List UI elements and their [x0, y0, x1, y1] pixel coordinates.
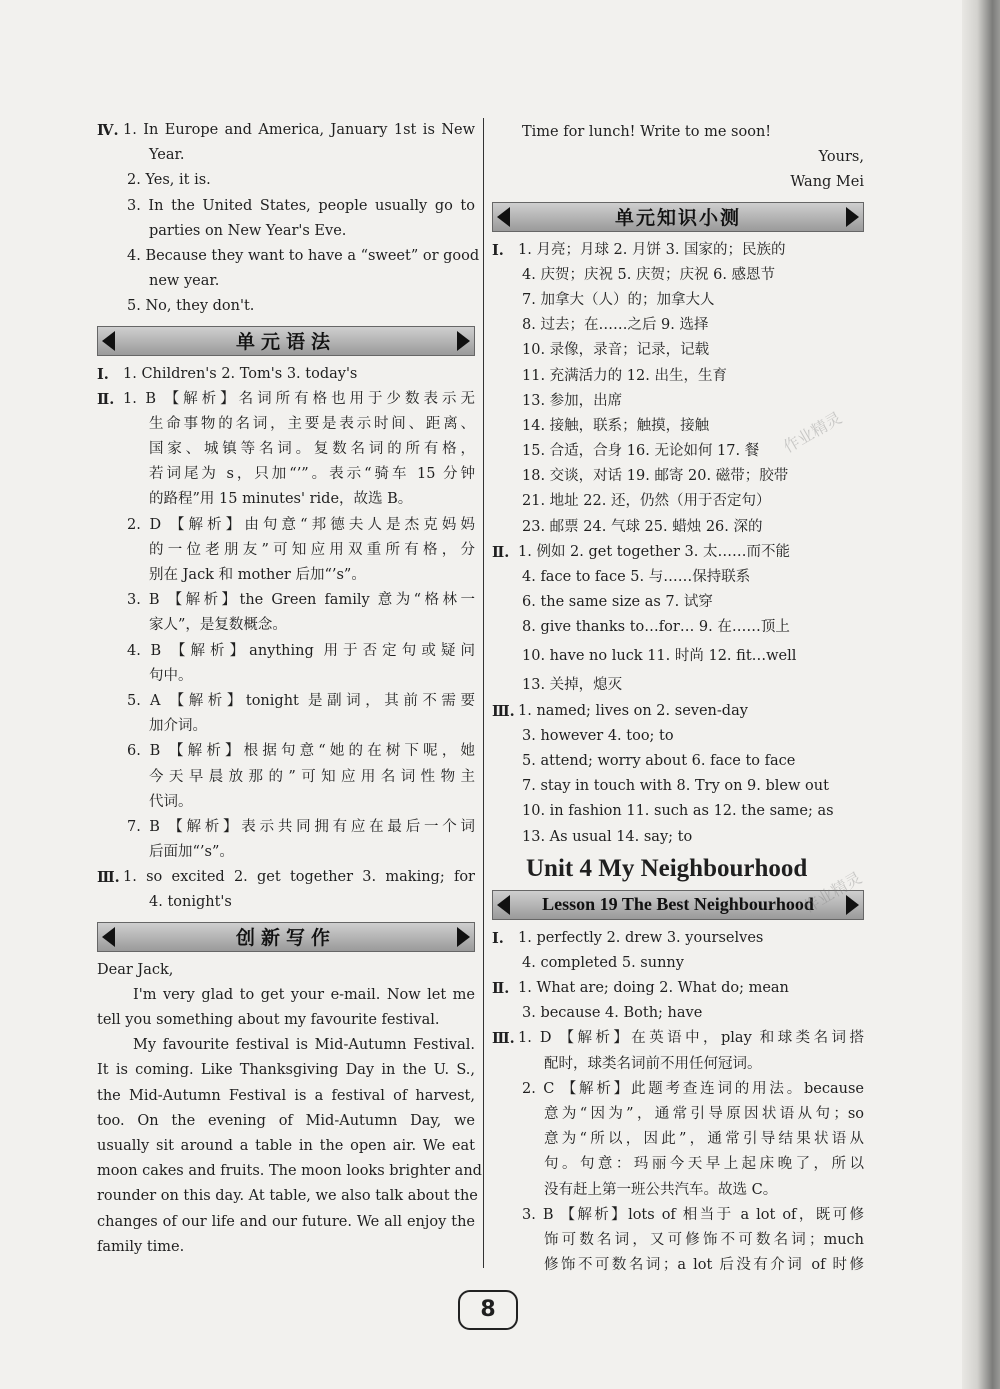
arrow-right-icon [457, 927, 470, 947]
text-line: 4. B 【解析】anything 用于否定句或疑问 [127, 642, 475, 659]
text-line: 没有赶上第一班公共汽车。故选 C。 [544, 1181, 778, 1198]
section-banner-test [492, 202, 864, 232]
text-line: 句中。 [149, 667, 193, 684]
text-line: 家人”，是复数概念。 [149, 617, 287, 634]
text-line: 3. because 4. Both; have [522, 1005, 703, 1022]
arrow-left-icon [497, 895, 510, 915]
watermark: 作业精灵 [780, 408, 845, 457]
text-line: 4. completed 5. sunny [522, 954, 684, 971]
section-label: Ⅰ. [492, 241, 504, 259]
text-line: 4. 庆贺；庆祝 5. 庆贺；庆祝 6. 感恩节 [522, 266, 776, 283]
text-line: 3. B 【解析】the Green family 意为“格林一 [127, 592, 475, 609]
text-line: 5. attend; worry about 6. face to face [522, 752, 796, 769]
letter-ending [492, 120, 864, 196]
right-column [492, 120, 864, 1278]
arrow-left-icon [102, 331, 115, 351]
arrow-right-icon [846, 207, 859, 227]
grammar-section [97, 362, 475, 916]
column-divider [483, 118, 484, 1268]
arrow-left-icon [102, 927, 115, 947]
text-line: Yours, [818, 149, 864, 166]
text-line: 10. in fashion 11. such as 12. the same; as [522, 803, 834, 820]
text-line: moon cakes and fruits. The moon looks brighter and [97, 1163, 482, 1180]
text-line: 8. give thanks to…for… 9. 在……顶上 [522, 619, 790, 636]
text-line: changes of our life and our future. We all enjoy the [97, 1213, 475, 1230]
page-edge-shadow [962, 0, 1000, 1389]
text-line: too. On the evening of Mid-Autumn Day, we [97, 1112, 475, 1129]
text-line: 1. 月亮；月球 2. 月饼 3. 国家的；民族的 [518, 241, 786, 258]
text-line: 修饰不可数名词；a lot 后没有介词 of 时修 [544, 1257, 864, 1274]
section-label: Ⅱ. [492, 543, 510, 561]
text-line: 21. 地址 22. 还，仍然（用于否定句） [522, 493, 771, 510]
text-line: family time. [97, 1238, 185, 1255]
text-line: 14. 接触，联系；触摸，接触 [522, 417, 710, 434]
text-line: 15. 合适，合身 16. 无论如何 17. 餐 [522, 443, 760, 460]
text-line: 8. 过去；在……之后 9. 选择 [522, 317, 709, 334]
text-line: 10. have no luck 11. 时尚 12. fit…well [522, 647, 797, 664]
text-line: 7. 加拿大（人）的；加拿大人 [522, 291, 715, 308]
text-line: Dear Jack, [97, 961, 174, 978]
section-label: Ⅲ. [492, 702, 515, 720]
text-line: 1. so excited 2. get together 3. making; for [123, 869, 475, 886]
page-number: 8 [458, 1290, 518, 1330]
text-line: Time for lunch! Write to me soon! [522, 124, 772, 140]
text-line: 10. 录像，录音；记录，记载 [522, 342, 710, 359]
text-line: I'm very glad to get your e-mail. Now let me [133, 986, 475, 1003]
text-line: 23. 邮票 24. 气球 25. 蜡烛 26. 深的 [522, 518, 763, 535]
text-line: 国家、城镇等名词。复数名词的所有格， [149, 441, 475, 458]
text-line: 的路程”用 15 minutes' ride，故选 B。 [149, 491, 413, 508]
text-line: new year. [149, 273, 220, 290]
text-line: 1. perfectly 2. drew 3. yourselves [518, 929, 764, 946]
text-line: 1. What are; doing 2. What do; mean [518, 980, 789, 997]
text-line: It is coming. Like Thanksgiving Day in the U. S., [97, 1062, 475, 1079]
text-line: rounder on this day. At table, we also talk about the [97, 1188, 478, 1205]
text-line: 的一位老朋友”可知应用双重所有格，分 [149, 541, 475, 558]
lesson-section [492, 926, 864, 1279]
text-line: 1. D 【解析】在英语中，play 和球类名词搭 [518, 1030, 864, 1047]
section-label: Ⅳ. [97, 122, 119, 139]
text-line: 6. the same size as 7. 试穿 [522, 594, 713, 611]
section-label: Ⅱ. [492, 980, 510, 998]
text-line: 后面加“’s”。 [149, 844, 234, 861]
text-line: the Mid-Autumn Festival is a festival of harvest, [97, 1087, 475, 1104]
text-line: 7. B 【解析】表示共同拥有应在最后一个词 [127, 818, 475, 835]
arrow-left-icon [497, 207, 510, 227]
section-banner-grammar [97, 326, 475, 356]
text-line: 5. No, they don't. [127, 298, 255, 315]
text-line: usually sit around a table in the open air. We eat [97, 1137, 475, 1154]
text-line: 1. B 【解析】名词所有格也用于少数表示无 [123, 390, 475, 407]
section-label: Ⅱ. [97, 390, 115, 408]
section-banner-writing [97, 922, 475, 952]
text-line: 1. 例如 2. get together 3. 太……而不能 [518, 543, 790, 560]
text-line: 2. C 【解析】此题考查连词的用法。because [522, 1080, 864, 1097]
text-line: 4. Because they want to have a “sweet” or good [127, 247, 480, 264]
text-line: 18. 交谈，对话 19. 邮寄 20. 磁带；胶带 [522, 468, 789, 485]
text-line: 4. tonight's [149, 894, 232, 911]
text-line: 2. D 【解析】由句意“邦德夫人是杰克妈妈 [127, 516, 475, 533]
text-line: 若词尾为 s，只加“’”。表示“骑车 15 分钟 [149, 466, 475, 483]
text-line: 6. B 【解析】根据句意“她的在树下呢，她 [127, 743, 475, 760]
unit-title: Unit 4 My Neighbourhood [526, 854, 808, 882]
text-line: 代词。 [149, 793, 193, 810]
text-line: 13. 关掉，熄灭 [522, 676, 623, 693]
arrow-right-icon [846, 895, 859, 915]
text-line: parties on New Year's Eve. [149, 222, 347, 239]
text-line: 13. 参加，出席 [522, 392, 623, 409]
banner-title: 单元知识小测 [614, 207, 741, 230]
section-label: Ⅰ. [492, 929, 504, 947]
text-line: My favourite festival is Mid-Autumn Festival. [133, 1037, 475, 1054]
arrow-right-icon [457, 331, 470, 351]
text-line: 11. 充满活力的 12. 出生，生育 [522, 367, 727, 384]
text-line: 配时，球类名词前不用任何冠词。 [544, 1055, 762, 1072]
text-line: 3. In the United States, people usually go to [127, 197, 475, 214]
banner-title: 单元语法 [235, 331, 336, 353]
writing-section [97, 958, 482, 1260]
text-line: 生命事物的名词，主要是表示时间、距离、 [149, 415, 475, 432]
text-line: 意为“所以，因此”，通常引导结果状语从 [544, 1131, 864, 1148]
left-column [97, 118, 482, 1260]
text-line: 2. Yes, it is. [127, 172, 211, 189]
section-label: Ⅰ. [97, 365, 109, 383]
text-line: 5. A 【解析】tonight 是副词，其前不需要 [127, 692, 475, 709]
text-line: 7. stay in touch with 8. Try on 9. blew out [522, 778, 829, 795]
text-line: 饰可数名词，又可修饰不可数名词；much [544, 1231, 864, 1248]
text-line: 4. face to face 5. 与……保持联系 [522, 569, 751, 585]
section-label: Ⅲ. [97, 869, 120, 887]
text-line: 1. named; lives on 2. seven-day [518, 702, 748, 719]
text-line: 1. Children's 2. Tom's 3. today's [123, 365, 358, 382]
watermark: 作业精灵 [800, 868, 865, 917]
banner-title: 创新写作 [235, 927, 336, 950]
text-line: 意为“因为”，通常引导原因状语从句；so [544, 1106, 864, 1122]
text-line: 3. however 4. too; to [522, 727, 674, 744]
text-line: 今天早晨放那的”可知应用名词性物主 [149, 768, 475, 785]
section-iv [97, 118, 480, 320]
text-line: Year. [149, 147, 185, 164]
text-line: tell you something about my favourite festival. [97, 1012, 440, 1028]
text-line: 别在 Jack 和 mother 后加“’s”。 [149, 567, 366, 583]
text-line: Wang Mei [790, 174, 864, 191]
text-line: 句。句意：玛丽今天早上起床晚了，所以 [544, 1156, 864, 1173]
text-line: 1. In Europe and America, January 1st is New [123, 122, 475, 138]
text-line: 3. B 【解析】lots of 相当于 a lot of，既可修 [522, 1206, 864, 1223]
text-line: 13. As usual 14. say; to [522, 828, 693, 845]
text-line: 加介词。 [149, 718, 207, 735]
test-section [492, 238, 864, 850]
banner-title: Lesson 19 The Best Neighbourhood [542, 894, 814, 915]
section-label: Ⅲ. [492, 1030, 515, 1048]
